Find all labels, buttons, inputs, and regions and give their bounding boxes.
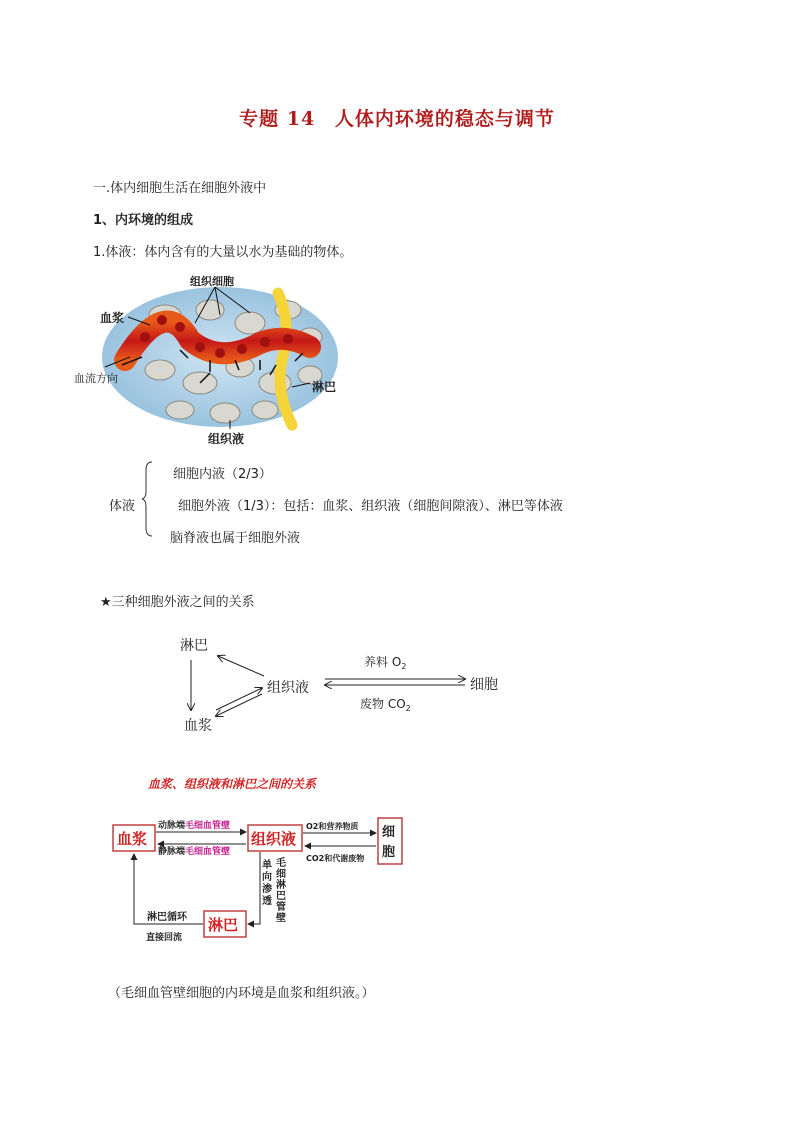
label-lymph-circulation: 淋巴循环 [147,912,187,923]
classification-root: 体液 [109,499,136,514]
label-one-way-vertical [262,858,272,907]
node-tissue-fluid: 组织液 [267,680,309,696]
label-blood-flow: 血流方向 [74,372,118,385]
svg-text:毛: 毛 [276,858,286,869]
title-name: 人体内环境的稳态与调节 [334,108,555,130]
section-heading: 一.体内细胞生活在细胞外液中 [93,181,267,196]
plasma-box-label: 血浆 [117,830,148,848]
svg-text:壁: 壁 [276,913,286,924]
tissue-illustration [70,265,360,450]
label-lymph-capillary-vertical [276,856,286,924]
label-plasma: 血浆 [100,311,125,325]
node-plasma: 血浆 [184,718,212,734]
subsection-heading: 1、内环境的组成 [93,213,194,228]
relation-heading: ★三种细胞外液之间的关系 [100,595,255,610]
body-fluid-definition: 1.体液：体内含有的大量以水为基础的物体。 [93,245,353,260]
label-venous-end: 静脉端毛细血管壁 [158,847,231,857]
lymph-box-label: 淋巴 [208,916,239,934]
csf-note: 脑脊液也属于细胞外液 [170,531,301,546]
label-co2-waste: CO2和代谢废物 [306,854,365,863]
label-waste: 废物 $CO_2$ [360,697,411,713]
arrow-plasma-to-tissue [216,688,262,710]
svg-text:单: 单 [262,860,272,871]
node-cell: 细胞 [470,677,498,693]
svg-text:透: 透 [262,896,272,907]
arrow-tissue-to-plasma [216,694,262,716]
svg-text:细: 细 [276,869,286,880]
extracellular-fluid: 细胞外液（1/3）：包括：血浆、组织液（细胞间隙液）、淋巴等体液 [178,499,563,514]
brace [142,460,156,538]
label-nutrients: 养料 $O_2$ [364,655,407,671]
svg-text:向: 向 [262,872,272,883]
label-arterial-end: 动脉端毛细血管壁 [158,821,231,831]
svg-text:巴: 巴 [276,891,286,902]
label-lymph: 淋巴 [312,380,337,394]
arrow-tissue-to-lymph [218,656,264,676]
label-o2-nutrients: O2和营养物质 [306,822,359,831]
intracellular-fluid: 细胞内液（2/3） [173,467,272,482]
fluid-relation-diagram [170,628,510,738]
svg-text:淋: 淋 [276,880,286,891]
svg-text:管: 管 [276,902,286,913]
fluid-exchange-diagram [100,770,420,950]
footnote: （毛细血管壁细胞的内环境是血浆和组织液。） [108,986,375,1001]
arrow-tissue-to-lymph [248,852,260,924]
label-tissue-fluid: 组织液 [208,432,245,446]
page-title [0,104,794,131]
cell-box-label-1: 细 [382,825,396,840]
node-lymph: 淋巴 [180,638,208,654]
svg-text:渗: 渗 [262,884,272,895]
title-topic: 专题 14 [239,108,316,130]
cell-box-label-2: 胞 [382,845,396,860]
label-tissue-cells: 组织细胞 [190,275,234,288]
tissue-fluid-box-label: 组织液 [251,830,297,848]
diagram2-title: 血浆、组织液和淋巴之间的关系 [148,777,317,791]
label-direct-return: 直接回流 [146,933,183,943]
